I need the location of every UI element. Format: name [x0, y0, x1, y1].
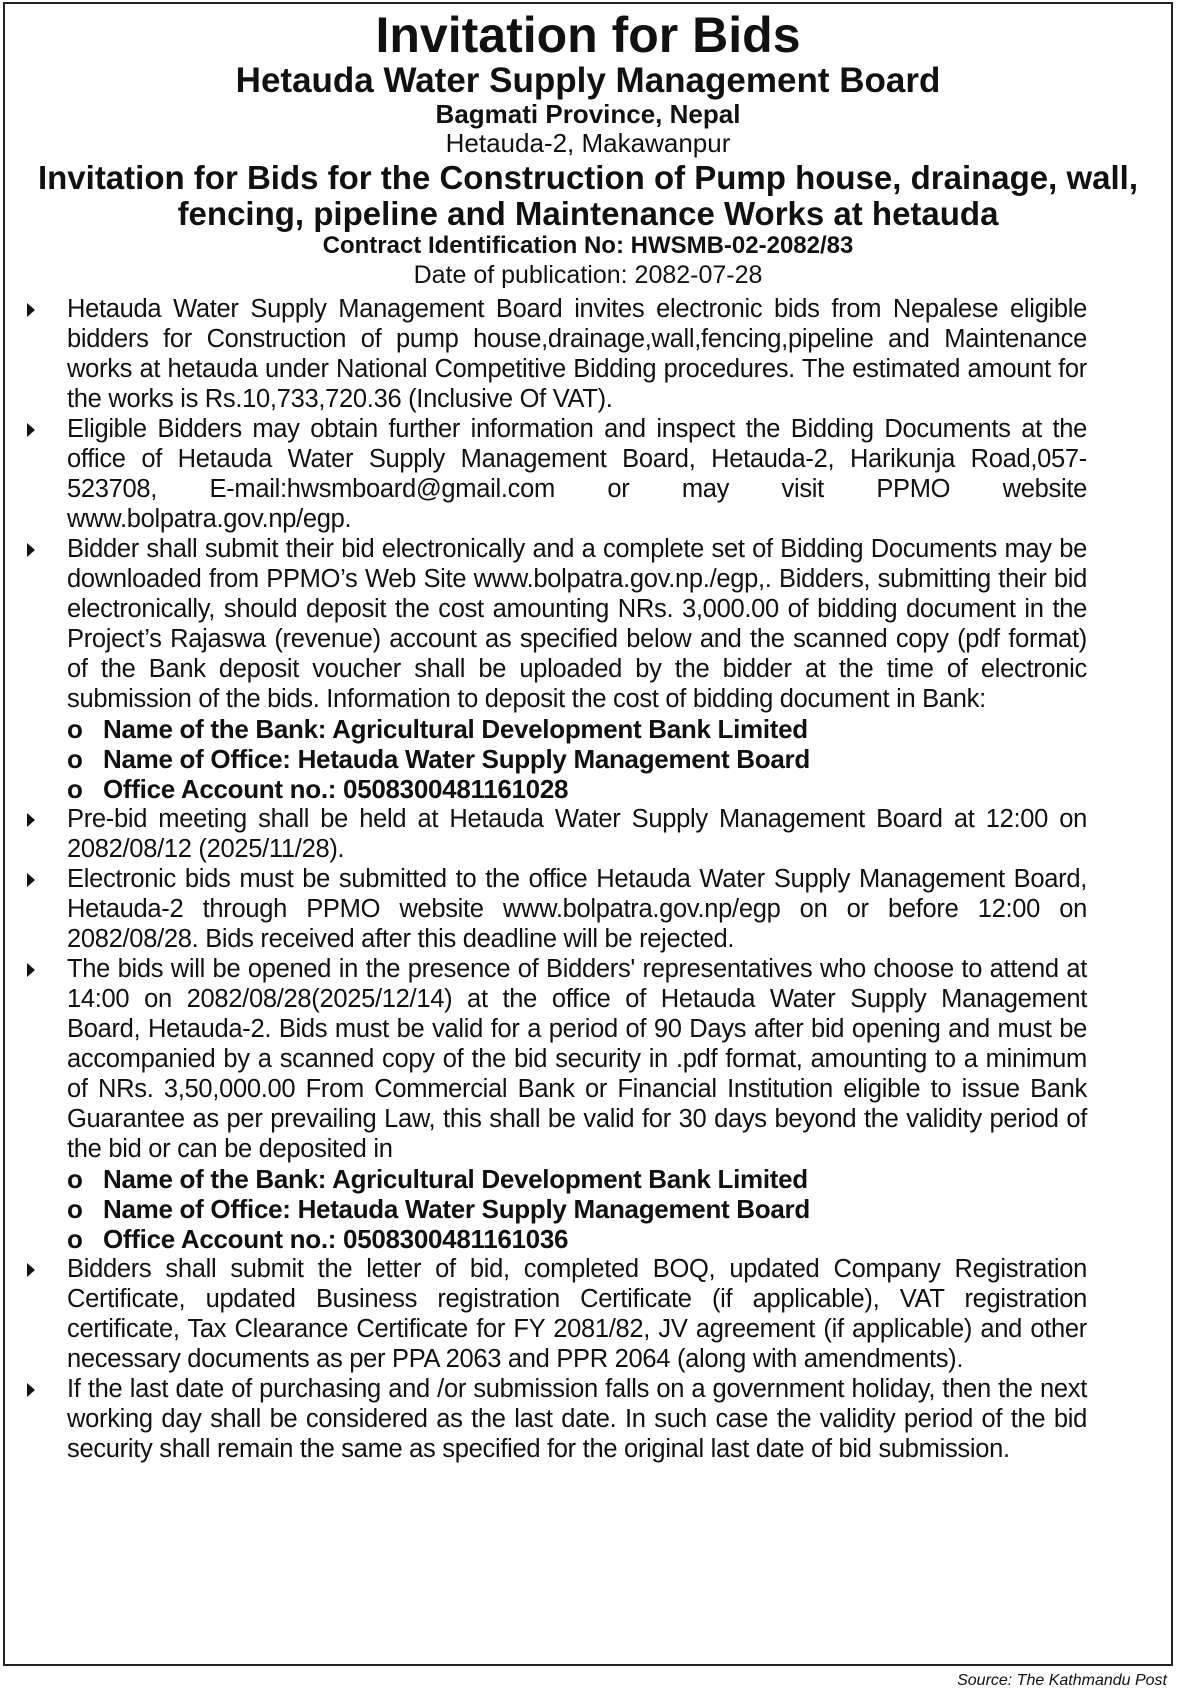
bullet-item: [67, 534, 1087, 804]
sub-item: [67, 714, 1087, 744]
bullet-list: [5, 294, 1087, 1464]
sub-item-text: Name of the Bank: Agricultural Development Bank Limited: [103, 1164, 808, 1194]
notice-header: [5, 8, 1171, 290]
triangle-bullet-icon: [27, 873, 35, 887]
project-title: Invitation for Bids for the Construction of Pump house, drainage, wall, fencing, pipeline and Maintenance Works at hetauda: [37, 159, 1139, 232]
bullet-item: [67, 954, 1087, 1254]
bullet-text: Bidders shall submit the letter of bid, completed BOQ, updated Company Registration Certificate, updated Business registration Certificate (if applicable), VAT registration certificate, Tax Clearance Certificate for FY 2081/82, JV agreement (if applicable) and other necessary documents as per PPA 2063 and PPR 2064 (along with amendments).: [67, 1255, 1087, 1373]
sub-marker: o: [67, 1164, 83, 1194]
sub-marker: o: [67, 1224, 83, 1254]
sub-marker: o: [67, 774, 83, 804]
notice-box: [3, 2, 1173, 1666]
sub-item: [67, 744, 1087, 774]
bullet-text: The bids will be opened in the presence of Bidders' representatives who choose to attend at 14:00 on 2082/08/28(2025/12/14) at the office of Hetauda Water Supply Management Board, Hetauda-2. Bids must be valid for a period of 90 Days after bid opening and must be accompanied by a scanned copy of the bid security in .pdf format, amounting to a minimum of NRs. 3,50,000.00 From Commercial Bank or Financial Institution eligible to issue Bank Guarantee as per prevailing Law, this shall be valid for 30 days beyond the validity period of the bid or can be deposited in: [67, 955, 1087, 1163]
triangle-bullet-icon: [27, 813, 35, 827]
bullet-item: [67, 1254, 1087, 1374]
bullet-item: [67, 294, 1087, 414]
sub-list: [67, 714, 1087, 804]
triangle-bullet-icon: [27, 963, 35, 977]
sub-item: [67, 774, 1087, 804]
organization-name: Hetauda Water Supply Management Board: [235, 61, 941, 100]
sub-list: [67, 1164, 1087, 1254]
sub-item: [67, 1164, 1087, 1194]
sub-item: [67, 1194, 1087, 1224]
sub-marker: o: [67, 1194, 83, 1224]
province: Bagmati Province, Nepal: [435, 99, 741, 129]
sub-item-text: Name of Office: Hetauda Water Supply Management Board: [103, 744, 810, 774]
sub-item-text: Name of the Bank: Agricultural Development Bank Limited: [103, 714, 808, 744]
triangle-bullet-icon: [27, 1383, 35, 1397]
triangle-bullet-icon: [27, 543, 35, 557]
bullet-item: [67, 804, 1087, 864]
bullet-item: [67, 1374, 1087, 1464]
sub-item-text: Name of Office: Hetauda Water Supply Management Board: [103, 1194, 810, 1224]
sub-item-text: Office Account no.: 0508300481161036: [103, 1224, 569, 1254]
bullet-item: [67, 864, 1087, 954]
bullet-text: If the last date of purchasing and /or submission falls on a government holiday, then the next working day shall be considered as the last date. In such case the validity period of the bid security shall remain the same as specified for the original last date of bid submission.: [67, 1375, 1087, 1463]
triangle-bullet-icon: [27, 423, 35, 437]
contract-id: Contract Identification No: HWSMB-02-2082/83: [322, 232, 854, 259]
triangle-bullet-icon: [27, 1263, 35, 1277]
bullet-text: Hetauda Water Supply Management Board invites electronic bids from Nepalese eligible bidders for Construction of pump house,drainage,wall,fencing,pipeline and Maintenance works at hetauda under National Competitive Bidding procedures. The estimated amount for the works is Rs.10,733,720.36 (Inclusive Of VAT).: [67, 295, 1087, 413]
triangle-bullet-icon: [27, 303, 35, 317]
sub-marker: o: [67, 714, 83, 744]
bullet-text: Electronic bids must be submitted to the office Hetauda Water Supply Management Board, Hetauda-2 through PPMO website www.bolpatra.gov.np/egp on or before 12:00 on 2082/08/28. Bids received after this deadline will be rejected.: [67, 865, 1087, 953]
notice-title: Invitation for Bids: [375, 7, 801, 63]
bullet-text: Pre-bid meeting shall be held at Hetauda Water Supply Management Board at 12:00 on 2082/08/12 (2025/11/28).: [67, 805, 1087, 863]
bullet-item: [67, 414, 1087, 534]
source-credit: Source: The Kathmandu Post: [957, 1672, 1167, 1689]
sub-item: [67, 1224, 1087, 1254]
bullet-text: Eligible Bidders may obtain further information and inspect the Bidding Documents at the office of Hetauda Water Supply Management Board, Hetauda-2, Harikunja Road,057-523708, E-mail:hwsmboard@gmail.com or may visit PPMO website www.bolpatra.gov.np/egp.: [67, 415, 1087, 533]
publication-date: Date of publication: 2082-07-28: [413, 261, 763, 289]
address: Hetauda-2, Makawanpur: [445, 128, 731, 158]
sub-marker: o: [67, 744, 83, 774]
sub-item-text: Office Account no.: 0508300481161028: [103, 774, 569, 804]
bullet-text: Bidder shall submit their bid electronically and a complete set of Bidding Documents may be downloaded from PPMO’s Web Site www.bolpatra.gov.np./egp,. Bidders, submitting their bid electronically, should deposit the cost amounting NRs. 3,000.00 of bidding document in the Project’s Rajaswa (revenue) account as specified below and the scanned copy (pdf format) of the Bank deposit voucher shall be uploaded by the bidder at the time of electronic submission of the bids. Information to deposit the cost of bidding document in Bank:: [67, 535, 1087, 713]
